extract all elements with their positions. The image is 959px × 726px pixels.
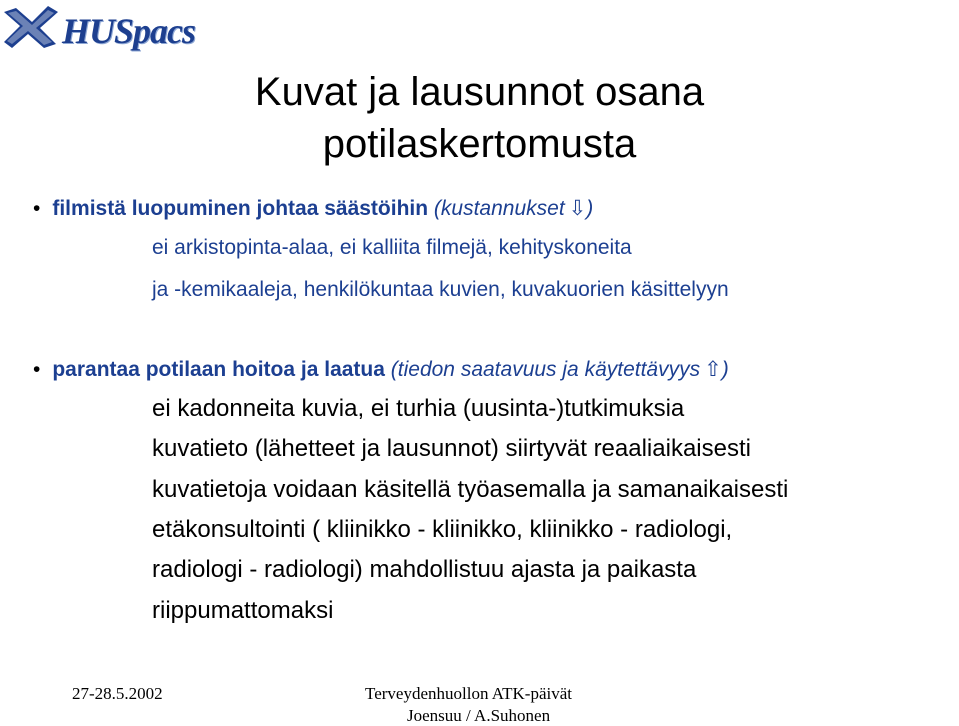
bullet-2-sub-5: radiologi - radiologi) mahdollistuu ajasta ja paikasta	[152, 556, 697, 583]
footer-date: 27-28.5.2002	[72, 684, 163, 703]
footer-author: Joensuu / A.Suhonen	[407, 706, 551, 725]
title-line-1: Kuvat ja lausunnot osana	[254, 70, 705, 114]
bullet-2-sub-3: kuvatietoja voidaan käsitellä työasemalla ja samanaikaisesti	[152, 476, 789, 503]
title-line-2: potilaskertomusta	[322, 122, 637, 166]
bullet-2	[33, 357, 729, 382]
bullet-1-paren: (kustannukset ⇩)	[433, 197, 594, 220]
huspacs-logo	[2, 4, 212, 52]
x-mark-icon	[2, 4, 62, 48]
bullet-2-sub-2: kuvatieto (lähetteet ja lausunnot) siirtyvät reaaliaikaisesti	[152, 435, 751, 462]
bullet-dot: •	[33, 358, 41, 381]
bullet-2-sub-6: riippumattomaksi	[152, 597, 334, 624]
footer-event: Terveydenhuollon ATK-päivät	[365, 684, 573, 703]
bullet-2-sub-1: ei kadonneita kuvia, ei turhia (uusinta-)tutkimuksia	[152, 395, 685, 422]
bullet-2-sub-4: etäkonsultointi ( kliinikko - kliinikko, kliinikko - radiologi,	[152, 516, 733, 543]
bullet-1-main: filmistä luopuminen johtaa säästöihin	[52, 197, 429, 220]
arrow-up-icon: ⇧	[704, 358, 722, 381]
logo-text: HUSpacs	[62, 11, 196, 51]
bullet-2-main: parantaa potilaan hoitoa ja laatua	[52, 358, 385, 381]
bullet-dot: •	[33, 197, 41, 220]
page-title	[0, 66, 959, 170]
bullet-1	[33, 196, 593, 221]
bullet-1-sub-1: ei arkistopinta-alaa, ei kalliita filmejä, kehityskoneita	[152, 236, 632, 259]
bullet-2-paren: (tiedon saatavuus ja käytettävyys ⇧)	[390, 358, 729, 381]
bullet-1-sub-2: ja -kemikaaleja, henkilökuntaa kuvien, kuvakuorien käsittelyyn	[152, 278, 729, 301]
arrow-down-icon: ⇩	[568, 197, 587, 220]
